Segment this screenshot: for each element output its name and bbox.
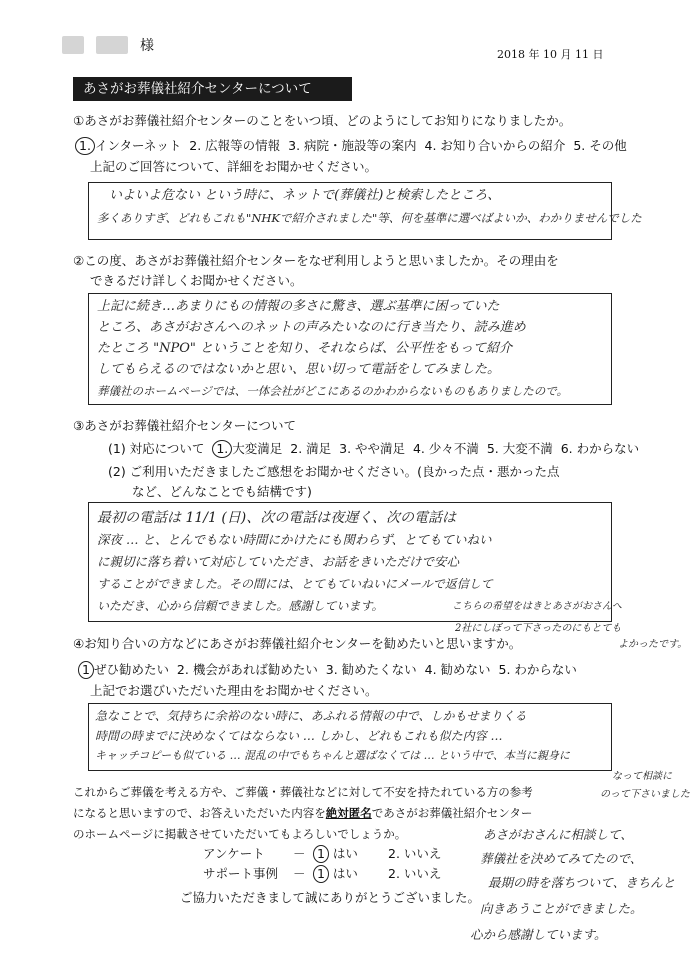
q4-answer-line: 時間の時までに決めなくてはならない … しかし、どれもこれも似た内容 …: [95, 729, 503, 743]
q3-overflow-note: こちらの希望をはきとあさがおさんへ: [452, 601, 622, 612]
q2-answer-line: 葬儀社のホームページでは、一体会社がどこにあるのかわからないものもありましたので。: [97, 384, 569, 398]
q3-overflow-note: よかったです。: [618, 639, 688, 650]
bottom-note-line: 葬儀社を決めてみてたので、: [480, 851, 643, 866]
q1-answer-box[interactable]: [88, 182, 642, 240]
redacted-name: [62, 36, 84, 54]
q4-answer-box[interactable]: [88, 703, 612, 771]
title-banner: [73, 77, 352, 101]
closing-text: これからご葬儀を考える方や、ご葬儀・葬儀社などに対して不安を持たれている方の参考: [73, 785, 533, 799]
anonymous-emphasis: 絶対匿名: [325, 806, 372, 820]
q4-option-5[interactable]: 5. わからない: [498, 662, 577, 677]
q4-option-1[interactable]: [82, 662, 169, 677]
closing-text-3: のホームページに掲載させていただいてもよろしいでしょうか。: [73, 827, 407, 841]
dash: －: [293, 866, 306, 881]
selected-mark: 1: [313, 845, 329, 863]
q1-option-2[interactable]: 2. 広報等の情報: [189, 138, 281, 153]
bottom-note-line: あさがおさんに相談して、: [483, 827, 633, 842]
honorific: 様: [140, 38, 154, 54]
q4-option-3[interactable]: 3. 勧めたくない: [325, 662, 417, 677]
q2-question: ②この度、あさがお葬儀社紹介センターをなぜ利用しようと思いましたか。その理由を: [73, 253, 559, 268]
q3-answer-line: することができました。その間には、とてもていねいにメールで返信して: [97, 577, 493, 591]
q3-option-3[interactable]: 3. やや満足: [339, 441, 406, 456]
q3-overflow-note: 2社にしぼって下さったのにもとても: [455, 623, 622, 634]
support-row: [203, 865, 441, 883]
support-no[interactable]: 2. いいえ: [388, 866, 442, 881]
q4-answer-line: キャッチコピーも似ている … 混乱の中でもちゃんと選ばなくては … という中で、本当に親身に: [95, 749, 570, 762]
q3-option-2[interactable]: 2. 満足: [290, 441, 332, 456]
q4-question: ④お知り合いの方などにあさがお葬儀社紹介センターを勧めたいと思いますか。: [73, 636, 522, 651]
q1-option-5[interactable]: 5. その他: [573, 138, 627, 153]
q3-sub1: [108, 440, 639, 458]
q3-option-5[interactable]: 5. 大変不満: [486, 441, 553, 456]
survey-row: [203, 845, 441, 863]
q2-question-cont: できるだけ詳しくお聞かせください。: [90, 273, 303, 288]
page-title: あさがお葬儀社紹介センターについて: [83, 81, 312, 97]
q3-answer-line: 最初の電話は 11/1 (日)、次の電話は夜遅く、次の電話は: [97, 510, 456, 526]
q4-options: [82, 661, 577, 679]
q3-sub1-label: (1) 対応について: [108, 441, 205, 456]
q3-option-4[interactable]: 4. 少々不満: [412, 441, 479, 456]
q3-sub2-question-cont: など、どんなことでも結構です): [132, 484, 312, 499]
q1-option-3[interactable]: 3. 病院・施設等の案内: [288, 138, 417, 153]
q2-answer-box[interactable]: [88, 293, 612, 405]
closing-text-2: [73, 805, 532, 821]
survey-yes[interactable]: 1 はい: [313, 845, 388, 863]
q4-reason-prompt: 上記でお選びいただいた理由をお聞かせください。: [90, 683, 378, 698]
closing-text-part: になると思いますので、お答えいただいた内容を: [73, 806, 326, 820]
q4-answer-line: 急なことで、気持ちに余裕のない時に、あふれる情報の中で、しかもせまりくる: [95, 709, 527, 723]
bottom-note-line: 向きあうことができました。: [480, 901, 643, 916]
q1-detail-prompt: 上記のご回答について、詳細をお聞かせください。: [90, 159, 378, 174]
q3-answer-line: 深夜 … と、とんでもない時間にかけたにも関わらず、とてもていねい: [97, 532, 492, 547]
q2-answer-line: ところ、あさがおさんへのネットの声みたいなのに行き当たり、読み進め: [97, 320, 526, 335]
support-yes[interactable]: 1 はい: [313, 865, 388, 883]
q3-option-1-label: 大変満足: [232, 441, 283, 456]
q4-option-1-label: ぜひ勧めたい: [93, 662, 169, 677]
q1-question: ①あさがお葬儀社紹介センターのことをいつ頃、どのようにしてお知りになりましたか。: [73, 113, 572, 128]
bottom-note-line: 最期の時を落ちついて、きちんと: [488, 875, 676, 890]
selected-mark: 1: [78, 661, 94, 679]
q1-options: [79, 137, 627, 155]
q1-answer-line: いよいよ危ない という時に、ネットで(葬儀社)と検索したところ、: [109, 188, 501, 203]
q3-question: ③あさがお葬儀社紹介センターについて: [73, 418, 296, 433]
q3-answer-line: いただき、心から信頼できました。感謝しています。: [97, 599, 384, 613]
support-label: サポート事例: [203, 866, 279, 881]
closing-text-part: であさがお葬儀社紹介センター: [371, 806, 533, 820]
q3-answer-line: に親切に落ち着いて対応していただき、お話をきいただけで安心: [97, 554, 460, 569]
q4-option-4[interactable]: 4. 勧めない: [424, 662, 491, 677]
redacted-name: [96, 36, 128, 54]
q4-margin-note: なって相談に: [612, 771, 672, 782]
q1-option-1-label: インターネット: [94, 138, 182, 153]
thanks-text: ご協力いただきまして誠にありがとうございました。: [180, 890, 481, 905]
bottom-note-line: 心から感謝しています。: [470, 927, 607, 942]
date: 2018 年 10 月 11 日: [497, 48, 604, 61]
q3-option-1[interactable]: [216, 441, 282, 456]
survey-label: アンケート: [203, 846, 265, 861]
q4-margin-note: のって下さいました: [600, 789, 690, 800]
q2-answer-line: たところ "NPO" ということを知り、それならば、公平性をもって紹介: [97, 341, 513, 356]
q2-answer-line: 上記に続き…あまりにもの情報の多さに驚き、選ぶ基準に困っていた: [97, 299, 500, 314]
q4-option-2[interactable]: 2. 機会があれば勧めたい: [176, 662, 318, 677]
q3-option-6[interactable]: 6. わからない: [560, 441, 640, 456]
q3-sub2-question: (2) ご利用いただきましたご感想をお聞かせください。(良かった点・悪かった点: [108, 464, 560, 479]
q1-answer-line: 多くありすぎ、どれもこれも"NHKで紹介されました"等、何を基準に選べばよいか、わかりませんでした: [97, 211, 642, 225]
q1-option-4[interactable]: 4. お知り合いからの紹介: [424, 138, 566, 153]
q2-answer-line: してもらえるのではないかと思い、思い切って電話をしてみました。: [97, 362, 501, 377]
selected-mark: 1: [313, 865, 329, 883]
q1-option-1[interactable]: [79, 138, 181, 153]
dash: －: [293, 846, 306, 861]
selected-mark: 1.: [75, 137, 95, 155]
survey-no[interactable]: 2. いいえ: [388, 846, 442, 861]
selected-mark: 1.: [212, 440, 232, 458]
